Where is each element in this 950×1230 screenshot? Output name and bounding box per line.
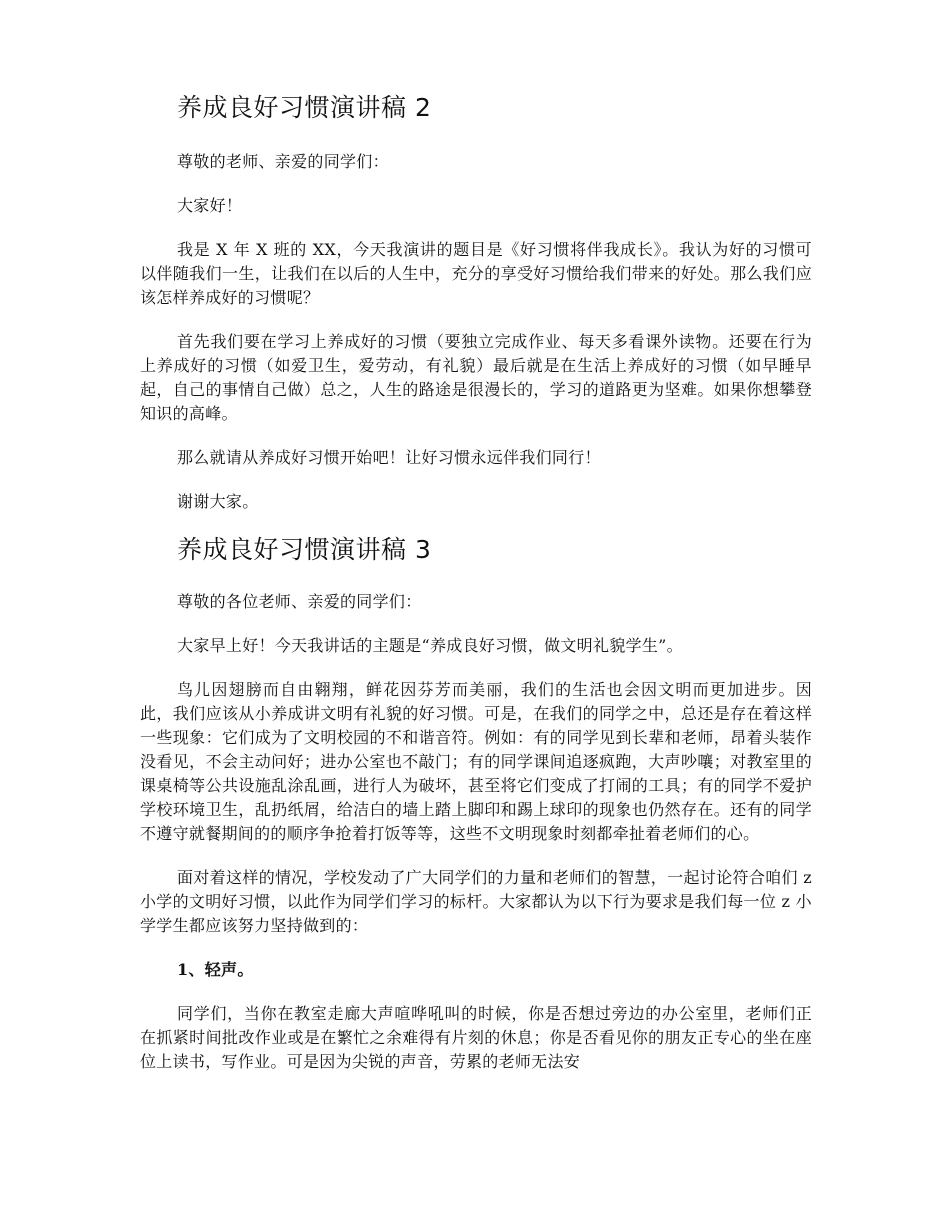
speech-2-paragraph: 首先我们要在学习上养成好的习惯（要独立完成作业、每天多看课外读物。还要在行为上养成好的习惯（如爱卫生，爱劳动，有礼貌）最后就是在生活上养成好的习惯（如早睡早起，自己的事情自己做）总之，人生的路途是很漫长的，学习的道路更为坚难。如果你想攀登知识的高峰。: [140, 332, 812, 423]
speech-2-title: 养成良好习惯演讲稿 2: [177, 93, 432, 122]
speech-2-hello: 大家好！: [177, 196, 243, 215]
speech-3-paragraph: 鸟儿因翅膀而自由翱翔，鲜花因芬芳而美丽，我们的生活也会因文明而更加进步。因此，我们应该从小养成讲文明有礼貌的好习惯。可是，在我们的同学之中，总还是存在着这样一些现象：它们成为了文明校园的不和谐音符。例如：有的同学见到长辈和老师，昂着头装作没看见，不会主动问好；进办公室也不敲门；有的同学课间追逐疯跑，大声吵嚷；对教室里的课桌椅等公共设施乱涂乱画，进行人为破坏，甚至将它们变成了打闹的工具；有的同学不爱护学校环境卫生，乱扔纸屑，给洁白的墙上踏上脚印和踢上球印的现象也仍然存在。还有的同学不遵守就餐期间的的顺序争抢着打饭等等，这些不文明现象时刻都牵扯着老师们的心。: [140, 680, 812, 843]
speech-2-paragraph: 我是 X 年 X 班的 XX，今天我演讲的题目是《好习惯将伴我成长》。我认为好的习惯可以伴随我们一生，让我们在以后的人生中，充分的享受好习惯给我们带来的好处。那么我们应该怎样养成好的习惯呢？: [140, 240, 812, 307]
speech-3-paragraph: 面对着这样的情况，学校发动了广大同学们的力量和老师们的智慧，一起讨论符合咱们 z 小学的文明好习惯，以此作为同学们学习的标杆。大家都认为以下行为要求是我们每一位 z 小学学生都应该努力坚持做到的：: [140, 868, 812, 935]
speech-3-title: 养成良好习惯演讲稿 3: [177, 535, 432, 564]
speech-2-greeting: 尊敬的老师、亲爱的同学们：: [177, 152, 389, 171]
document-page: [140, 0, 812, 1094]
speech-2-closing: 谢谢大家。: [177, 492, 259, 511]
speech-3-paragraph: 同学们，当你在教室走廊大声喧哗吼叫的时候，你是否想过旁边的办公室里，老师们正在抓紧时间批改作业或是在繁忙之余难得有片刻的休息；你是否看见你的朋友正专心的坐在座位上读书，写作业。可是因为尖锐的声音，劳累的老师无法安: [140, 1004, 812, 1071]
speech-2-paragraph: 那么就请从养成好习惯开始吧！让好习惯永远伴我们同行！: [177, 448, 601, 467]
speech-3-greeting: 尊敬的各位老师、亲爱的同学们：: [177, 592, 422, 611]
speech-3-hello: 大家早上好！今天我讲话的主题是“养成良好习惯，做文明礼貌学生”。: [177, 636, 683, 655]
speech-3-subheading: 1、轻声。: [177, 960, 254, 979]
